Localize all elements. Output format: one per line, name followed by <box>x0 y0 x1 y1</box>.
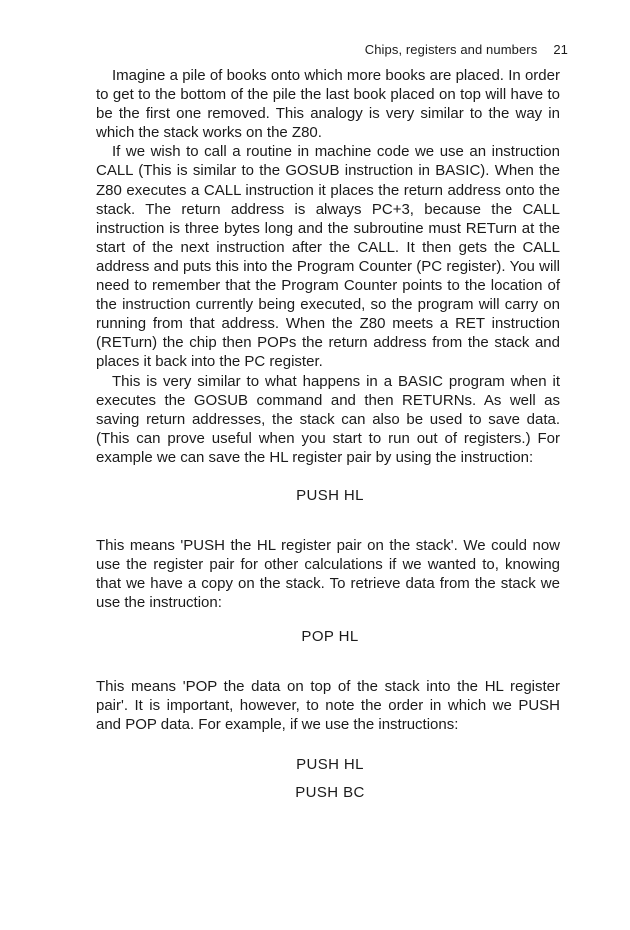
paragraph-pop-meaning: This means 'POP the data on top of the stack into the HL register pair'. It is important, however, to note the order in which we PUSH and POP data. For example, if we use the instructions: <box>96 678 560 734</box>
paragraph-push-meaning: This means 'PUSH the HL register pair on the stack'. We could now use the register pair for other calculations if we wanted to, knowing that we have a copy on the stack. To retrieve data from the stack we use the instruction: <box>96 537 560 612</box>
page-number: 21 <box>553 42 568 57</box>
text-block-3 <box>96 677 560 734</box>
paragraph-stack-analogy: Imagine a pile of books onto which more books are placed. In order to get to the bottom of the pile the last book placed on top will have to be the first one removed. This analogy is very similar to the way in which the stack works on the Z80. <box>96 67 560 142</box>
code-line-push-hl-2: PUSH HL <box>296 756 364 773</box>
paragraph-call-instruction: If we wish to call a routine in machine code we use an instruction CALL (This is similar to the GOSUB instruction in BASIC). When the Z80 executes a CALL instruction it places the return address onto the stack. The return address is always PC+3, because the CALL instruction is three bytes long and the subroutine must RETurn at the start of the next instruction after the CALL. It then gets the CALL address and puts this into the Program Counter (PC register). You will need to remember that the Program Counter points to the location of the instruction currently being executed, so the program will carry on running from that address. When the Z80 meets a RET instruction (RETurn) the chip then POPs the return address from the stack and places it back into the PC register. <box>96 143 560 371</box>
running-header <box>0 42 568 57</box>
code-line-pop-hl: POP HL <box>301 628 359 645</box>
code-line-push-bc: PUSH BC <box>295 784 365 801</box>
running-title: Chips, registers and numbers <box>364 42 538 57</box>
code-line-push-hl: PUSH HL <box>296 487 364 504</box>
text-block-2 <box>96 536 560 612</box>
paragraph-push-intro: This is very similar to what happens in a BASIC program when it executes the GOSUB command and then RETURNs. As well as saving return addresses, the stack can also be used to save data. (This can prove useful when you start to run out of registers.) For example we can save the HL register pair by using the instruction: <box>96 372 560 466</box>
text-block-1 <box>96 66 560 467</box>
